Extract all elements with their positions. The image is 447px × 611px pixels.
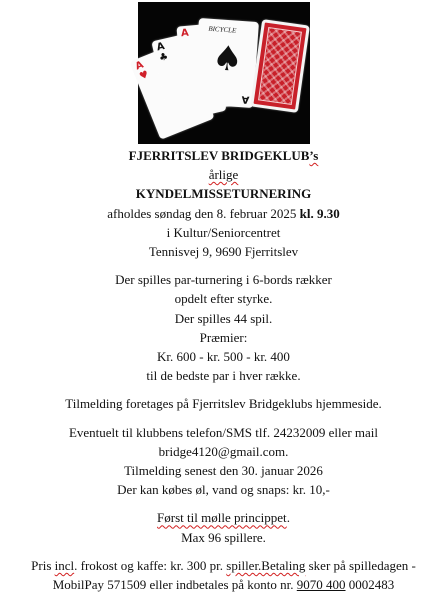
format-line-2: opdelt efter styrke. — [174, 291, 273, 307]
flyer-text — [0, 146, 447, 594]
annual-label: årlige — [208, 167, 239, 183]
club-name: FJERRITSLEV BRIDGEKLUB — [128, 148, 310, 163]
format-line-3: Der spilles 44 spil. — [174, 310, 273, 326]
heart-icon: ♥ — [137, 69, 151, 83]
ace-of-spades-card — [193, 18, 259, 108]
club-name-suffix: ’s — [309, 148, 319, 163]
max-players-line: Max 96 spillere. — [181, 529, 266, 545]
first-come-line: Først til mølle princippet. — [157, 510, 290, 526]
prizes-note: til de bedste par i hver række. — [146, 368, 301, 384]
spade-icon: ♠ — [210, 38, 245, 81]
email-line: bridge4120@gmail.com. — [158, 443, 289, 459]
club-heading — [0, 146, 447, 165]
format-line-1: Der spilles par-turnering i 6-bords rækker — [115, 272, 332, 288]
venue-line: i Kultur/Seniorcentret — [166, 224, 281, 240]
price-line-1: Pris incl. frokost og kaffe: kr. 300 pr. spiller.Betaling sker på spilledagen - — [31, 557, 416, 573]
prizes-label: Præmier: — [199, 329, 248, 345]
prizes-amounts: Kr. 600 - kr. 500 - kr. 400 — [157, 349, 290, 365]
card-brand-label: BICYCLE — [208, 24, 237, 35]
card-back-pattern — [258, 27, 302, 105]
drinks-line: Der kan købes øl, vand og snaps: kr. 10,- — [117, 482, 330, 498]
card-back — [250, 19, 310, 113]
address-line: Tennisvej 9, 9690 Fjerritslev — [148, 244, 299, 260]
event-title: KYNDELMISSETURNERING — [135, 186, 312, 202]
start-time: kl. 9.30 — [299, 205, 340, 221]
date-line: afholdes søndag den 8. februar 2025 kl. 9.30 — [107, 205, 340, 221]
signup-web-line: Tilmelding foretages på Fjerritslev Bridgeklubs hjemmeside. — [65, 396, 382, 412]
card-rank-label: A — [133, 59, 146, 73]
price-line-2: MobilPay 571509 eller indbetales på konto nr. 9070 400 0002483 — [52, 577, 395, 593]
playing-cards-photo — [133, 2, 310, 144]
signup-phone-line: Eventuelt til klubbens telefon/SMS tlf. 24232009 eller mail — [68, 424, 379, 440]
account-number: 9070 400 — [296, 577, 346, 593]
card-rank-label: A — [155, 40, 166, 54]
club-icon: ♣ — [158, 51, 170, 65]
email-link[interactable]: bridge4120@gmail.com — [158, 443, 286, 459]
deadline-line: Tilmelding senest den 30. januar 2026 — [124, 463, 323, 479]
card-rank-label: A — [241, 93, 250, 105]
card-rank-label: A — [180, 27, 190, 40]
